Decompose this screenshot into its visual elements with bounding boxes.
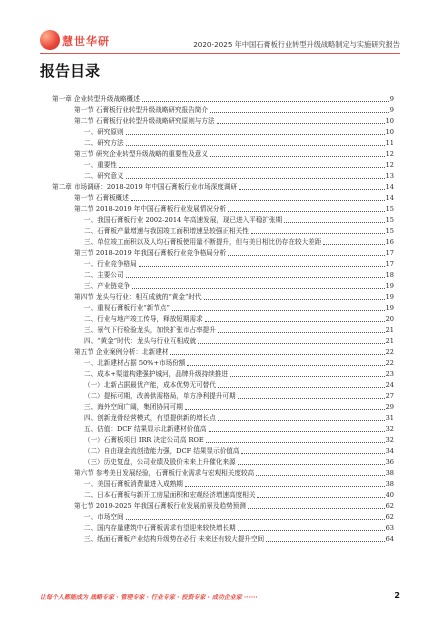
toc-leader-dots bbox=[256, 475, 384, 476]
toc-entry-title: 二、主要公司 bbox=[84, 271, 124, 279]
toc-leader-dots bbox=[185, 486, 385, 487]
toc-entry[interactable] bbox=[52, 237, 394, 248]
toc-leader-dots bbox=[126, 145, 385, 146]
toc-entry-page: 24 bbox=[385, 381, 394, 389]
toc-entry[interactable] bbox=[52, 292, 394, 303]
toc-entry[interactable] bbox=[52, 314, 394, 325]
toc-entry[interactable] bbox=[52, 94, 394, 105]
toc-leader-dots bbox=[217, 123, 385, 124]
toc-leader-dots bbox=[284, 222, 384, 223]
toc-entry-page: 15 bbox=[385, 216, 394, 224]
toc-entry[interactable] bbox=[52, 226, 394, 237]
toc-entry[interactable] bbox=[52, 182, 394, 193]
toc-entry-title: 第六节 参考美日发展经验，石膏板行业需求与宏观相关度较高 bbox=[74, 469, 255, 477]
toc-entry-title: 第七节 2019-2025 年我国石膏板行业发展前景及趋势预测 bbox=[74, 502, 246, 510]
toc-leader-dots bbox=[209, 431, 385, 432]
toc-entry-title: 三、景气下行检验龙头，加快扩张市占率提升 bbox=[84, 326, 216, 334]
toc-leader-dots bbox=[238, 530, 385, 531]
toc-leader-dots bbox=[126, 277, 385, 278]
toc-entry-title: （二）提标可期，改善供需格局，单方净利提升可期 bbox=[84, 392, 236, 400]
toc-entry[interactable] bbox=[52, 457, 394, 468]
toc-leader-dots bbox=[142, 101, 389, 102]
toc-entry-page: 32 bbox=[385, 425, 394, 433]
toc-leader-dots bbox=[126, 134, 385, 135]
toc-leader-dots bbox=[204, 299, 385, 300]
toc-entry-title: 一、行业竞争格局 bbox=[84, 260, 137, 268]
toc-leader-dots bbox=[218, 420, 385, 421]
toc-leader-dots bbox=[187, 365, 384, 366]
toc-entry[interactable] bbox=[52, 259, 394, 270]
toc-entry[interactable] bbox=[52, 413, 394, 424]
toc-entry-title: 二、石膏板产量增速与我国竣工面积增速呈较强正相关性 bbox=[84, 227, 249, 235]
toc-entry-page: 9 bbox=[389, 106, 394, 114]
toc-entry[interactable] bbox=[52, 347, 394, 358]
toc-entry-page: 12 bbox=[385, 150, 394, 158]
toc-leader-dots bbox=[323, 244, 384, 245]
toc-entry[interactable] bbox=[52, 138, 394, 149]
toc-entry[interactable] bbox=[52, 358, 394, 369]
toc-entry-page: 15 bbox=[385, 227, 394, 235]
toc-entry[interactable] bbox=[52, 523, 394, 534]
page-footer bbox=[40, 592, 400, 604]
toc-entry-title: 第四节 龙头与行业：相互成就的“黄金”时代 bbox=[74, 293, 202, 301]
toc-entry-title: 二、国内存量建筑中石膏板需求有望迎来较快增长期 bbox=[84, 524, 236, 532]
toc-leader-dots bbox=[139, 266, 385, 267]
toc-entry-page: 12 bbox=[385, 161, 394, 169]
toc-entry-page: 34 bbox=[385, 447, 394, 455]
toc-entry-page: 19 bbox=[385, 282, 394, 290]
toc-entry-page: 10 bbox=[385, 117, 394, 125]
toc-entry[interactable] bbox=[52, 204, 394, 215]
toc-entry[interactable] bbox=[52, 534, 394, 545]
toc-entry-page: 20 bbox=[385, 315, 394, 323]
toc-entry[interactable] bbox=[52, 149, 394, 160]
toc-entry[interactable] bbox=[52, 424, 394, 435]
toc-entry-page: 40 bbox=[385, 491, 394, 499]
page-header bbox=[0, 0, 440, 60]
toc-entry[interactable] bbox=[52, 391, 394, 402]
toc-entry-title: 一、重要性 bbox=[84, 161, 117, 169]
page-title: 报告目录 bbox=[40, 62, 101, 80]
toc-entry-page: 19 bbox=[385, 304, 394, 312]
toc-entry-title: 三、海外空间广阔，集团协同可期 bbox=[84, 403, 183, 411]
header-divider bbox=[40, 53, 400, 54]
toc-entry-page: 18 bbox=[385, 271, 394, 279]
toc-entry[interactable] bbox=[52, 325, 394, 336]
toc-entry-title: 第二节 2018-2019 年中国石膏板行业发展情况分析 bbox=[74, 205, 227, 213]
toc-entry-page: 62 bbox=[385, 502, 394, 510]
toc-entry[interactable] bbox=[52, 490, 394, 501]
toc-leader-dots bbox=[206, 442, 385, 443]
brand-logo bbox=[40, 30, 110, 52]
toc-entry-title: 第一节 石膏板概述 bbox=[74, 194, 129, 202]
toc-entry-title: 三、纸面石膏板产业结构升级势在必行 未来还有较大提升空间 bbox=[84, 535, 265, 543]
toc-entry-title: 三、单位竣工面积以及人均石膏板使用量不断提升，但与美日相比仍存在较大差距 bbox=[84, 238, 322, 246]
toc-entry[interactable] bbox=[52, 127, 394, 138]
toc-entry[interactable] bbox=[52, 380, 394, 391]
logo-emblem-icon bbox=[40, 30, 60, 50]
page-number: 2 bbox=[394, 591, 400, 600]
report-title: 2020-2025 年中国石膏板行业转型升级战略制定与实施研究报告 bbox=[193, 40, 400, 49]
toc-entry-page: 22 bbox=[385, 348, 394, 356]
toc-entry-title: 一、研究原则 bbox=[84, 128, 124, 136]
toc-entry[interactable] bbox=[52, 501, 394, 512]
toc-entry-title: 二、日本石膏板与新开工房屋面积和宏观经济增速高度相关 bbox=[84, 491, 256, 499]
toc-entry-page: 16 bbox=[385, 238, 394, 246]
toc-leader-dots bbox=[266, 541, 384, 542]
toc-entry-title: （二）自由现金流创造能力强，DCF 结果显示价值高 bbox=[84, 447, 240, 455]
toc-entry-title: 第三节 2018-2019 年我国石膏板行业竞争格局分析 bbox=[74, 249, 227, 257]
toc-entry-title: （三）历史复盘，公司业绩及股价未来上升催化来源 bbox=[84, 458, 236, 466]
toc-entry-page: 63 bbox=[385, 524, 394, 532]
toc-entry-page: 17 bbox=[385, 249, 394, 257]
toc-entry-title: 二、行业与地产竣工传导，释放短期需求 bbox=[84, 315, 203, 323]
table-of-contents bbox=[52, 94, 394, 545]
toc-entry-title: 一、重视石膏板行业“新节点” bbox=[84, 304, 170, 312]
toc-leader-dots bbox=[126, 178, 385, 179]
toc-entry[interactable] bbox=[52, 512, 394, 523]
toc-entry[interactable] bbox=[52, 215, 394, 226]
toc-leader-dots bbox=[241, 453, 384, 454]
toc-entry-page: 9 bbox=[389, 95, 394, 103]
toc-entry-page: 27 bbox=[385, 392, 394, 400]
toc-entry[interactable] bbox=[52, 402, 394, 413]
toc-entry-title: （一）石膏板项目 IRR 决定公司高 ROE bbox=[84, 436, 204, 444]
toc-leader-dots bbox=[248, 508, 385, 509]
toc-leader-dots bbox=[131, 200, 385, 201]
toc-entry-page: 19 bbox=[385, 293, 394, 301]
toc-leader-dots bbox=[198, 343, 384, 344]
toc-leader-dots bbox=[257, 497, 384, 498]
toc-entry-title: （一）北新占据最优产能，成本优势无可替代 bbox=[84, 381, 216, 389]
toc-entry-title: 一、我国石膏板行业 2002-2014 年高速发展，现已进入平稳扩张期 bbox=[84, 216, 283, 224]
toc-entry[interactable] bbox=[52, 270, 394, 281]
toc-entry[interactable] bbox=[52, 171, 394, 182]
toc-leader-dots bbox=[132, 288, 384, 289]
toc-entry[interactable] bbox=[52, 160, 394, 171]
toc-entry-page: 23 bbox=[385, 370, 394, 378]
toc-entry-page: 22 bbox=[385, 359, 394, 367]
toc-entry-title: 一、北新建材占据 50%+市场份额 bbox=[84, 359, 186, 367]
toc-leader-dots bbox=[170, 354, 384, 355]
toc-entry-page: 31 bbox=[385, 414, 394, 422]
toc-leader-dots bbox=[239, 189, 385, 190]
toc-leader-dots bbox=[126, 519, 385, 520]
toc-leader-dots bbox=[185, 409, 385, 410]
toc-entry-page: 13 bbox=[385, 172, 394, 180]
toc-leader-dots bbox=[230, 376, 385, 377]
toc-entry-page: 10 bbox=[385, 128, 394, 136]
toc-entry-title: 二、成本+渠道构建强护城河，品牌升级持续推进 bbox=[84, 370, 228, 378]
toc-entry[interactable] bbox=[52, 369, 394, 380]
toc-entry-page: 38 bbox=[385, 480, 394, 488]
toc-entry-title: 四、“黄金”时代：龙头与行业互相成就 bbox=[84, 337, 197, 345]
toc-leader-dots bbox=[218, 387, 385, 388]
toc-leader-dots bbox=[205, 321, 385, 322]
toc-leader-dots bbox=[210, 156, 385, 157]
logo-text: 慧世华研 bbox=[62, 35, 110, 48]
toc-entry[interactable] bbox=[52, 248, 394, 259]
toc-entry-page: 64 bbox=[385, 535, 394, 543]
toc-entry-title: 第一章 企业转型升级战略概述 bbox=[52, 95, 140, 103]
toc-entry[interactable] bbox=[52, 193, 394, 204]
toc-entry[interactable] bbox=[52, 435, 394, 446]
toc-entry-title: 四、创新龙骨经营模式，有望提供新的增长点 bbox=[84, 414, 216, 422]
toc-entry-page: 62 bbox=[385, 513, 394, 521]
toc-entry[interactable] bbox=[52, 446, 394, 457]
toc-leader-dots bbox=[228, 211, 385, 212]
toc-entry-page: 17 bbox=[385, 260, 394, 268]
toc-leader-dots bbox=[238, 398, 385, 399]
toc-entry-title: 一、美国石膏板消费量进入成熟期 bbox=[84, 480, 183, 488]
toc-leader-dots bbox=[238, 464, 385, 465]
toc-entry-page: 14 bbox=[385, 194, 394, 202]
toc-entry-page: 38 bbox=[385, 469, 394, 477]
toc-entry[interactable] bbox=[52, 303, 394, 314]
toc-entry-page: 15 bbox=[385, 205, 394, 213]
toc-entry[interactable] bbox=[52, 281, 394, 292]
toc-entry-page: 11 bbox=[385, 139, 394, 147]
toc-entry-title: 第一节 石膏板行业转型升级战略研究报告简介 bbox=[74, 106, 208, 114]
toc-leader-dots bbox=[210, 112, 389, 113]
toc-entry-page: 14 bbox=[385, 183, 394, 191]
toc-entry-title: 一、市场空间 bbox=[84, 513, 124, 521]
toc-entry-title: 第二章 市场调研：2018-2019 年中国石膏板行业市场深度调研 bbox=[52, 183, 238, 191]
toc-entry-title: 第五节 企业案例分析：北新建材 bbox=[74, 348, 169, 356]
toc-entry-page: 32 bbox=[385, 436, 394, 444]
toc-entry-title: 二、研究方法 bbox=[84, 139, 124, 147]
toc-entry-page: 36 bbox=[385, 458, 394, 466]
toc-entry[interactable] bbox=[52, 468, 394, 479]
toc-leader-dots bbox=[172, 310, 385, 311]
toc-entry-title: 三、产业链竞争 bbox=[84, 282, 131, 290]
toc-entry[interactable] bbox=[52, 336, 394, 347]
toc-entry-page: 21 bbox=[385, 326, 394, 334]
toc-entry-title: 五、估值：DCF 结果显示北新建材价值高 bbox=[84, 425, 207, 433]
toc-entry-title: 第二节 石膏板行业转型升级战略研究原则与方法 bbox=[74, 117, 215, 125]
toc-leader-dots bbox=[251, 233, 385, 234]
toc-entry[interactable] bbox=[52, 116, 394, 127]
toc-entry-page: 29 bbox=[385, 403, 394, 411]
toc-entry[interactable] bbox=[52, 105, 394, 116]
toc-leader-dots bbox=[218, 332, 385, 333]
footer-slogan: 让每个人都能成为 战略专家 · 管理专家 · 行业专家 · 投资专家 · 成功企业家 ······ bbox=[40, 594, 258, 601]
toc-leader-dots bbox=[119, 167, 385, 168]
toc-entry-title: 二、研究意义 bbox=[84, 172, 124, 180]
toc-leader-dots bbox=[228, 255, 385, 256]
toc-entry-page: 21 bbox=[385, 337, 394, 345]
toc-entry[interactable] bbox=[52, 479, 394, 490]
toc-entry-title: 第三节 研究企业转型升级战略的重要性及意义 bbox=[74, 150, 208, 158]
